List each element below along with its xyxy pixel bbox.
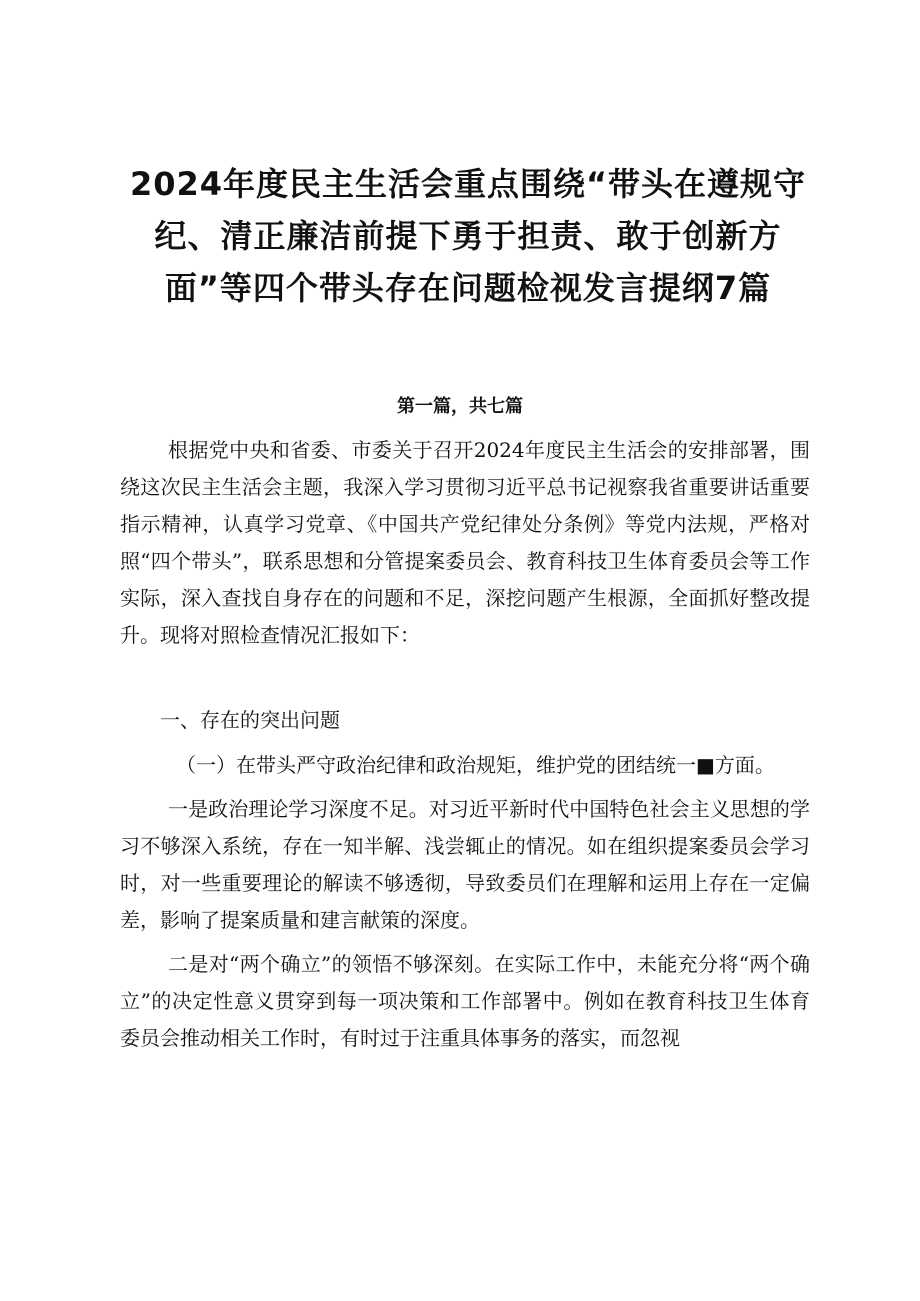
document-title: 2024年度民主生活会重点围绕“带头在遵规守纪、清正廉洁前提下勇于担责、敢于创新方面”等四个带头存在问题检视发言提纲7篇 — [129, 165, 807, 307]
point-one-paragraph: 一是政治理论学习深度不足。对习近平新时代中国特色社会主义思想的学习不够深入系统，存在一知半解、浅尝辄止的情况。如在组织提案委员会学习时，对一些重要理论的解读不够透彻，导致委员们在理解和运用上存在一定偏差，影响了提案质量和建言献策的深度。 — [120, 797, 810, 932]
sub-heading: （一）在带头严守政治纪律和政治规矩，维护党的团结统一■方面。 — [176, 753, 775, 777]
point-two-paragraph: 二是对“两个确立”的领悟不够深刻。在实际工作中，未能充分将“两个确立”的决定性意义贯穿到每一项决策和工作部署中。例如在教育科技卫生体育委员会推动相关工作时，有时过于注重具体事务的落实，而忽视 — [120, 952, 810, 1050]
part-indicator: 第一篇，共七篇 — [397, 396, 523, 417]
section-heading: 一、存在的突出问题 — [160, 708, 340, 732]
intro-paragraph: 根据党中央和省委、市委关于召开2024年度民主生活会的安排部署，围绕这次民主生活会主题，我深入学习贯彻习近平总书记视察我省重要讲话重要指示精神，认真学习党章、《中国共产党纪律处分条例》等党内法规，严格对照“四个带头”，联系思想和分管提案委员会、教育科技卫生体育委员会等工作实际，深入查找自身存在的问题和不足，深挖问题产生根源，全面抓好整改提升。现将对照检查情况汇报如下： — [120, 438, 810, 647]
